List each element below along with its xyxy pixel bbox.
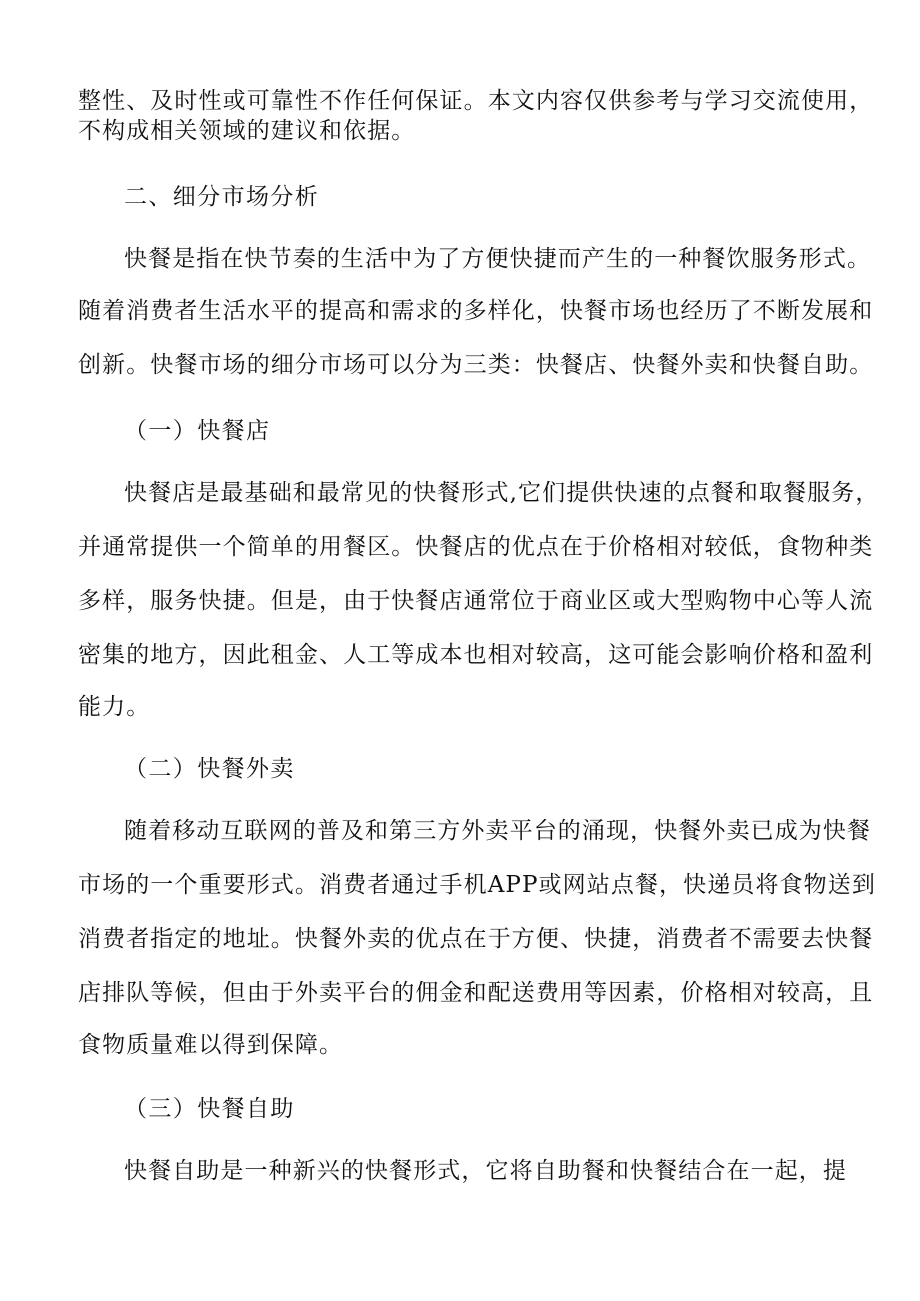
paragraph-first-line: 快餐店是最基础和最常见的快餐形式,它们提供快速的点餐和取餐服务， (124, 480, 880, 506)
body-text-line: 食物质量难以得到保障。 (78, 1032, 344, 1058)
subsection-heading: （三）快餐自助 (124, 1096, 295, 1122)
body-text-line: 多样，服务快捷。但是，由于快餐店通常位于商业区或大型购物中心等人流 (78, 588, 874, 614)
body-text-line: 并通常提供一个简单的用餐区。快餐店的优点在于价格相对较低，食物种类 (78, 534, 874, 560)
subsection-heading: （一）快餐店 (124, 418, 271, 444)
paragraph-first-line: 快餐自助是一种新兴的快餐形式，它将自助餐和快餐结合在一起，提 (124, 1158, 847, 1184)
body-text-line: 密集的地方，因此租金、人工等成本也相对较高，这可能会影响价格和盈利 (78, 642, 874, 668)
body-text-line: 市场的一个重要形式。消费者通过手机APP或网站点餐，快递员将食物送到 (78, 872, 876, 898)
body-text-line: 不构成相关领域的建议和依据。 (78, 118, 416, 144)
section-heading: 二、细分市场分析 (124, 184, 320, 210)
paragraph-first-line: 快餐是指在快节奏的生活中为了方便快捷而产生的一种餐饮服务形式。 (124, 246, 872, 272)
body-text-line: 随着消费者生活水平的提高和需求的多样化，快餐市场也经历了不断发展和 (78, 298, 874, 324)
body-text-line: 创新。快餐市场的细分市场可以分为三类：快餐店、快餐外卖和快餐自助。 (78, 352, 874, 378)
body-text-line: 整性、及时性或可靠性不作任何保证。本文内容仅供参考与学习交流使用， (78, 88, 874, 114)
subsection-heading: （二）快餐外卖 (124, 756, 295, 782)
body-text-line: 消费者指定的地址。快餐外卖的优点在于方便、快捷，消费者不需要去快餐 (78, 926, 874, 952)
body-text-line: 店排队等候，但由于外卖平台的佣金和配送费用等因素，价格相对较高，且 (78, 980, 874, 1006)
paragraph-first-line: 随着移动互联网的普及和第三方外卖平台的涌现，快餐外卖已成为快餐 (124, 818, 872, 844)
body-text-line: 能力。 (78, 694, 151, 720)
